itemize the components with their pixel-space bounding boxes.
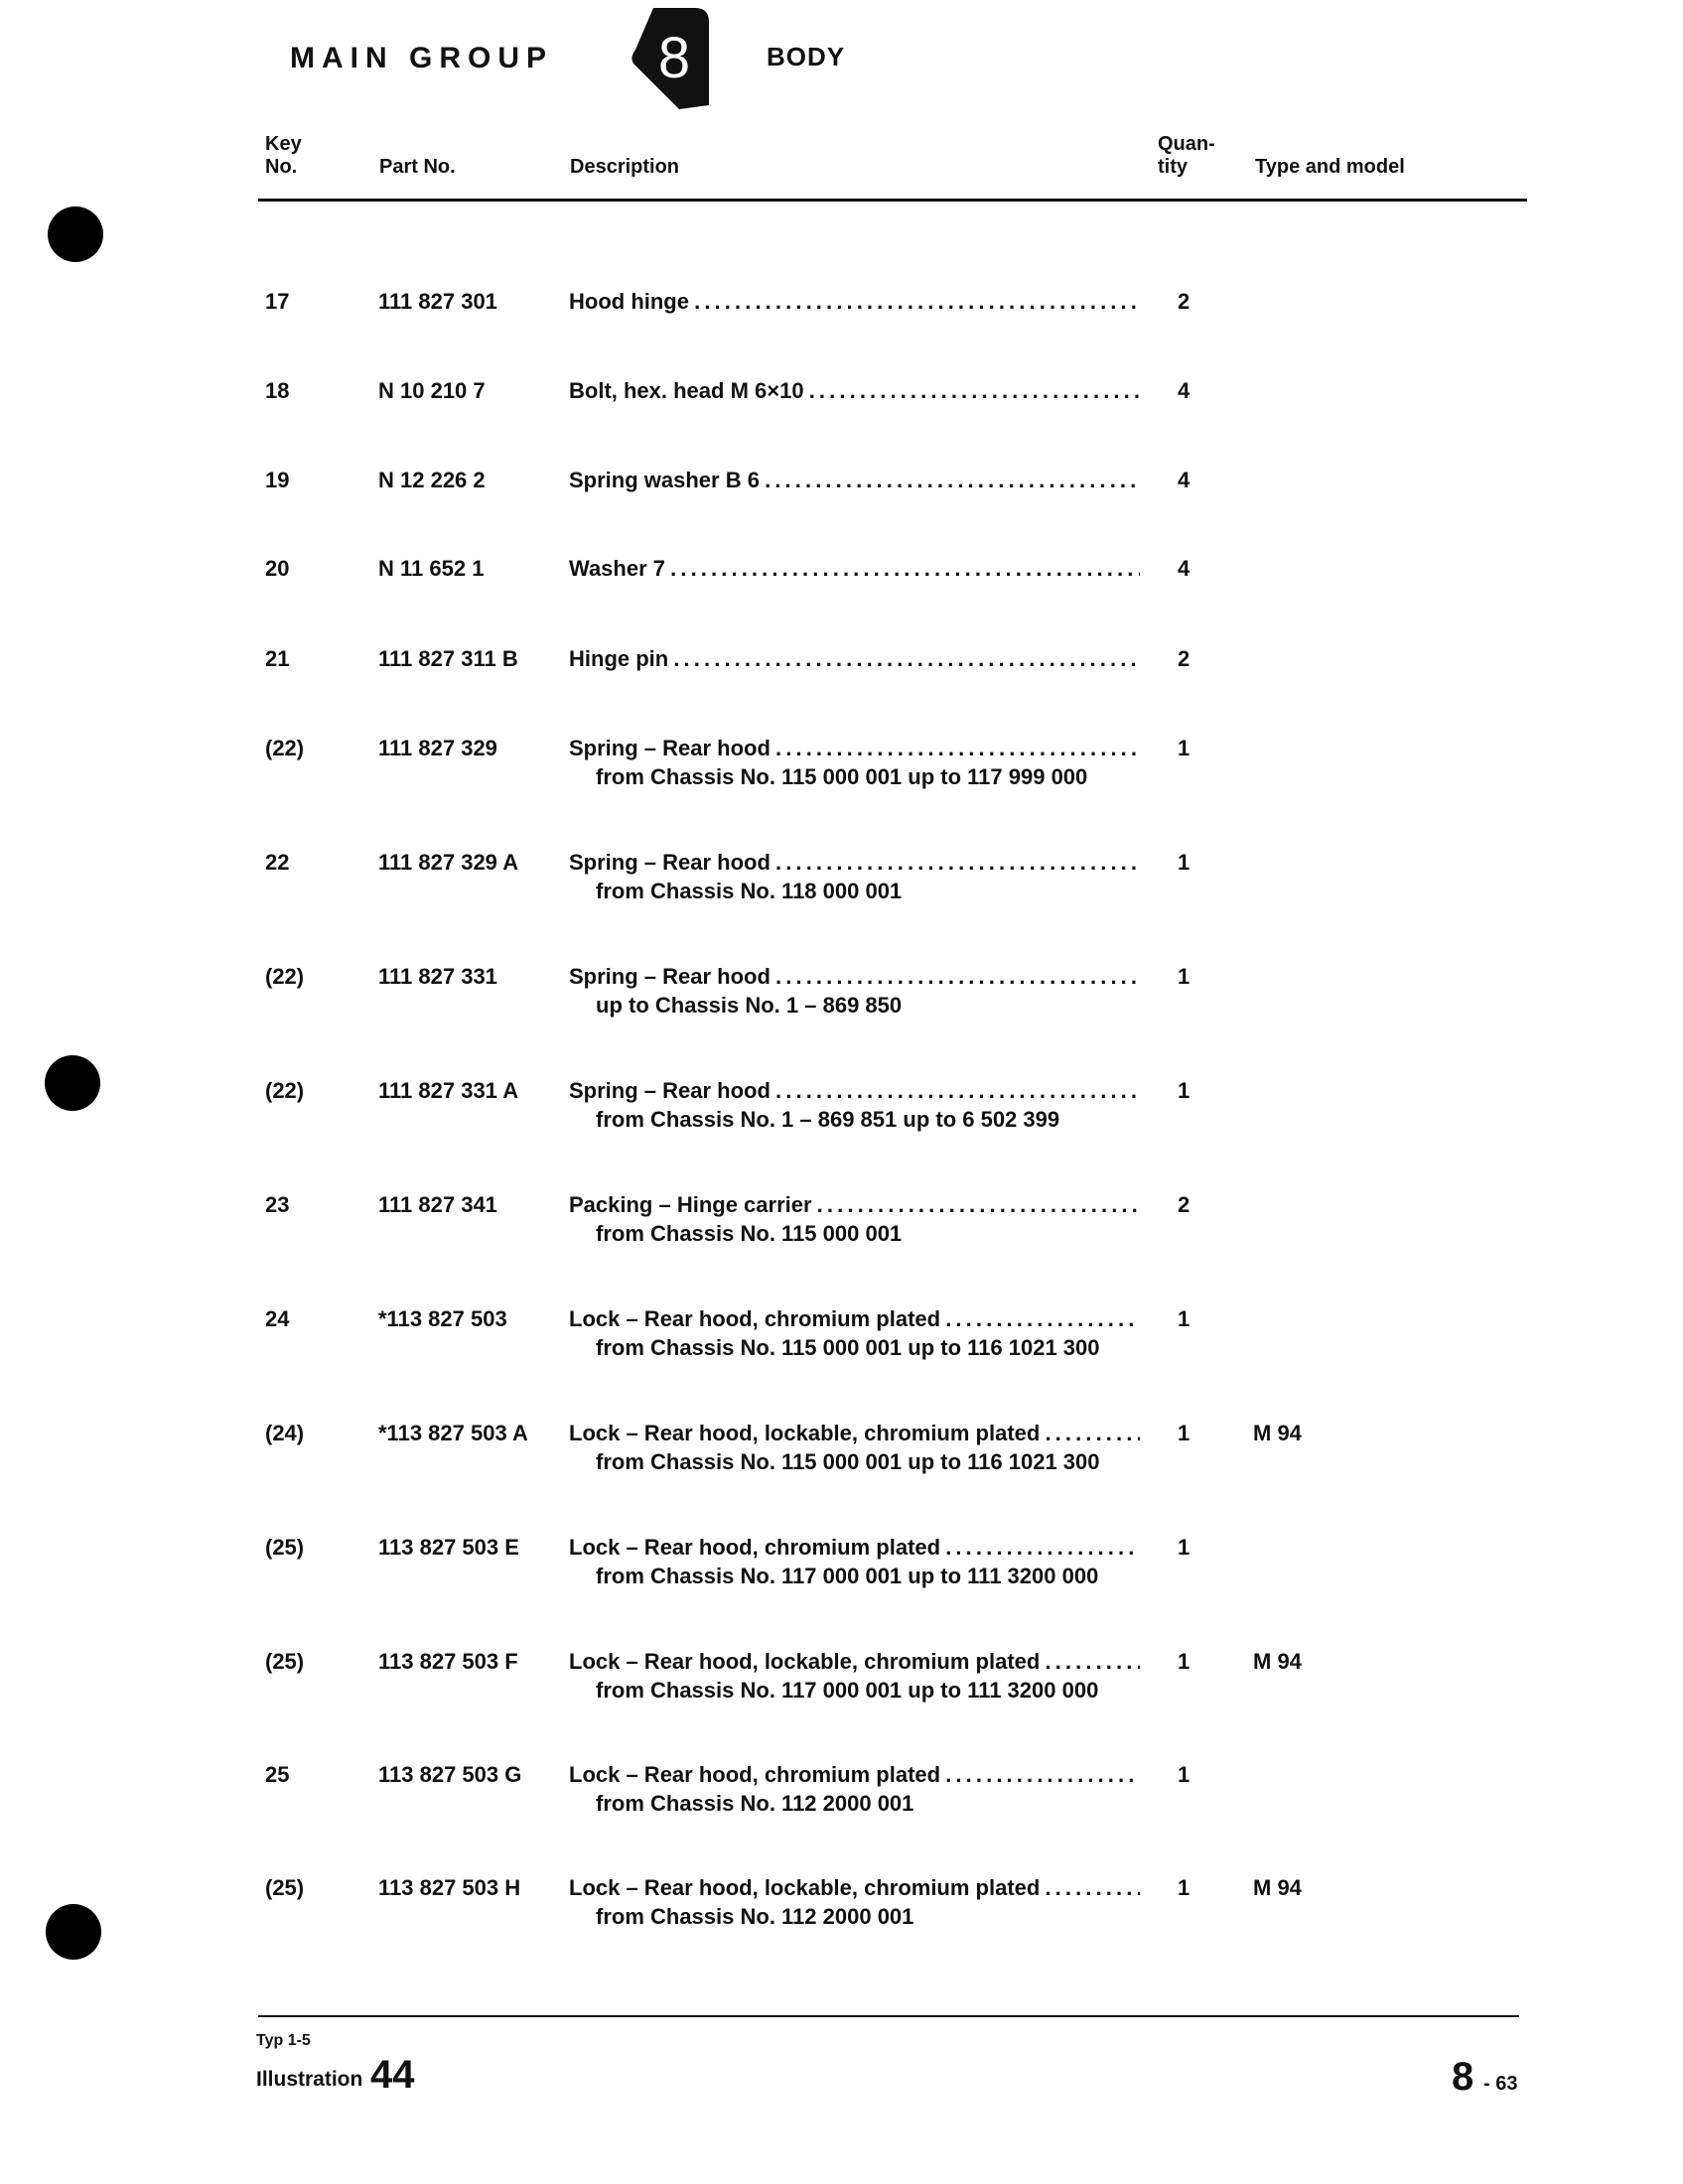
part-no: 113 827 503 F: [378, 1649, 518, 1674]
chassis-range: from Chassis No. 115 000 001: [596, 1221, 903, 1246]
chassis-range: from Chassis No. 112 2000 001: [596, 1791, 914, 1816]
table-row: [0, 1076, 1683, 1146]
part-no: 111 827 341: [378, 1192, 497, 1217]
key-no: 25: [265, 1762, 290, 1787]
chassis-range: from Chassis No. 115 000 001 up to 117 999 000: [596, 764, 1088, 789]
quantity: 2: [1178, 646, 1191, 671]
key-no: 22: [265, 850, 290, 875]
description: Lock – Rear hood, lockable, chromium plated . . .: [569, 1647, 1140, 1676]
table-row: [0, 1304, 1683, 1374]
key-no: (22): [265, 1078, 305, 1103]
table-row: [0, 962, 1683, 1031]
typ-label: Typ 1-5: [256, 2032, 311, 2049]
table-row: [0, 848, 1683, 917]
quantity: 4: [1178, 468, 1191, 492]
part-no: *113 827 503: [378, 1306, 507, 1331]
group-number: 8: [657, 26, 691, 90]
key-no: 20: [265, 556, 290, 581]
quantity: 1: [1178, 1875, 1191, 1900]
column-header-key-no-text: Key No.: [265, 133, 302, 178]
table-row: [0, 1419, 1683, 1488]
key-no: 19: [265, 468, 290, 492]
key-no: (24): [265, 1421, 305, 1445]
table-row: [0, 1760, 1683, 1830]
table-row: [0, 466, 1683, 535]
table-row: [0, 1190, 1683, 1260]
group-number-badge: [631, 6, 711, 109]
punch-hole: [46, 1904, 101, 1960]
part-no: N 11 652 1: [378, 556, 485, 581]
description: Spring washer B 6 . . .: [569, 466, 1140, 494]
illustration-number: 44: [370, 2053, 415, 2097]
quantity: 1: [1178, 1421, 1191, 1445]
part-no: 111 827 311 B: [378, 646, 518, 671]
page-number-main: 8: [1452, 2055, 1474, 2099]
column-header-type-model: Type and model: [1255, 156, 1405, 178]
quantity: 1: [1178, 1306, 1191, 1331]
description: Spring – Rear hood . . .: [569, 1076, 1140, 1105]
punch-hole: [45, 1055, 100, 1111]
column-header-quantity: [1158, 133, 1215, 179]
key-no: (22): [265, 964, 305, 989]
part-no: 113 827 503 E: [378, 1535, 519, 1560]
chassis-range: from Chassis No. 115 000 001 up to 116 1021 300: [596, 1449, 1100, 1474]
description: Lock – Rear hood, lockable, chromium plated . . .: [569, 1873, 1140, 1902]
quantity: 1: [1178, 736, 1191, 760]
key-no: (25): [265, 1649, 305, 1674]
table-row: [0, 1533, 1683, 1602]
table-row: [0, 376, 1683, 446]
type-model: M 94: [1253, 1421, 1302, 1445]
quantity: 1: [1178, 1535, 1191, 1560]
main-group-title: MAIN GROUP: [290, 42, 553, 74]
description: Bolt, hex. head M 6×10 . . .: [569, 376, 1140, 405]
part-no: N 10 210 7: [378, 378, 486, 403]
illustration-label: Illustration: [256, 2068, 363, 2091]
table-row: [0, 287, 1683, 356]
footer-rule: [258, 2015, 1519, 2017]
description: Hood hinge . . .: [569, 287, 1140, 316]
chassis-range: up to Chassis No. 1 – 869 850: [596, 993, 903, 1018]
part-no: 111 827 331: [378, 964, 497, 989]
table-row: [0, 644, 1683, 714]
description: Packing – Hinge carrier . . .: [569, 1190, 1140, 1219]
quantity: 1: [1178, 850, 1191, 875]
quantity: 1: [1178, 964, 1191, 989]
part-no: 113 827 503 G: [378, 1762, 522, 1787]
header-rule: [258, 199, 1527, 202]
punch-hole: [48, 206, 103, 262]
table-row: [0, 1873, 1683, 1943]
description: Lock – Rear hood, chromium plated . . .: [569, 1533, 1140, 1562]
chassis-range: from Chassis No. 117 000 001 up to 111 3200 000: [596, 1564, 1099, 1588]
page-number-sub: - 63: [1483, 2073, 1518, 2095]
description: Lock – Rear hood, lockable, chromium plated . . .: [569, 1419, 1140, 1447]
description: Spring – Rear hood . . .: [569, 848, 1140, 877]
chassis-range: from Chassis No. 115 000 001 up to 116 1021 300: [596, 1335, 1100, 1360]
chassis-range: from Chassis No. 112 2000 001: [596, 1904, 914, 1929]
description: Spring – Rear hood . . .: [569, 962, 1140, 991]
column-header-key-no: [265, 133, 302, 179]
table-row: [0, 1647, 1683, 1716]
part-no: 113 827 503 H: [378, 1875, 521, 1900]
chassis-range: from Chassis No. 117 000 001 up to 111 3200 000: [596, 1678, 1099, 1703]
key-no: (25): [265, 1875, 305, 1900]
part-no: 111 827 329 A: [378, 850, 519, 875]
key-no: 17: [265, 289, 290, 314]
part-no: N 12 226 2: [378, 468, 486, 492]
chassis-range: from Chassis No. 1 – 869 851 up to 6 502 399: [596, 1107, 1060, 1132]
description: Spring – Rear hood . . .: [569, 734, 1140, 762]
table-row: [0, 734, 1683, 803]
table-row: [0, 554, 1683, 623]
quantity: 4: [1178, 556, 1191, 581]
key-no: (25): [265, 1535, 305, 1560]
key-no: 24: [265, 1306, 290, 1331]
quantity: 2: [1178, 289, 1191, 314]
description: Hinge pin . . .: [569, 644, 1140, 673]
quantity: 1: [1178, 1762, 1191, 1787]
quantity: 1: [1178, 1649, 1191, 1674]
section-title: BODY: [767, 42, 846, 71]
column-header-description: Description: [570, 156, 680, 178]
column-header-quantity-text: Quan- tity: [1158, 133, 1215, 178]
column-header-part-no: Part No.: [379, 156, 456, 178]
chassis-range: from Chassis No. 118 000 001: [596, 879, 903, 903]
part-no: 111 827 331 A: [378, 1078, 519, 1103]
quantity: 1: [1178, 1078, 1191, 1103]
type-model: M 94: [1253, 1875, 1302, 1900]
description: Lock – Rear hood, chromium plated . . .: [569, 1304, 1140, 1333]
key-no: 21: [265, 646, 290, 671]
key-no: (22): [265, 736, 305, 760]
part-no: 111 827 329: [378, 736, 497, 760]
key-no: 23: [265, 1192, 290, 1217]
part-no: *113 827 503 A: [378, 1421, 528, 1445]
description: Lock – Rear hood, chromium plated . . .: [569, 1760, 1140, 1789]
quantity: 2: [1178, 1192, 1191, 1217]
quantity: 4: [1178, 378, 1191, 403]
key-no: 18: [265, 378, 290, 403]
description: Washer 7 . . .: [569, 554, 1140, 583]
part-no: 111 827 301: [378, 289, 497, 314]
type-model: M 94: [1253, 1649, 1302, 1674]
